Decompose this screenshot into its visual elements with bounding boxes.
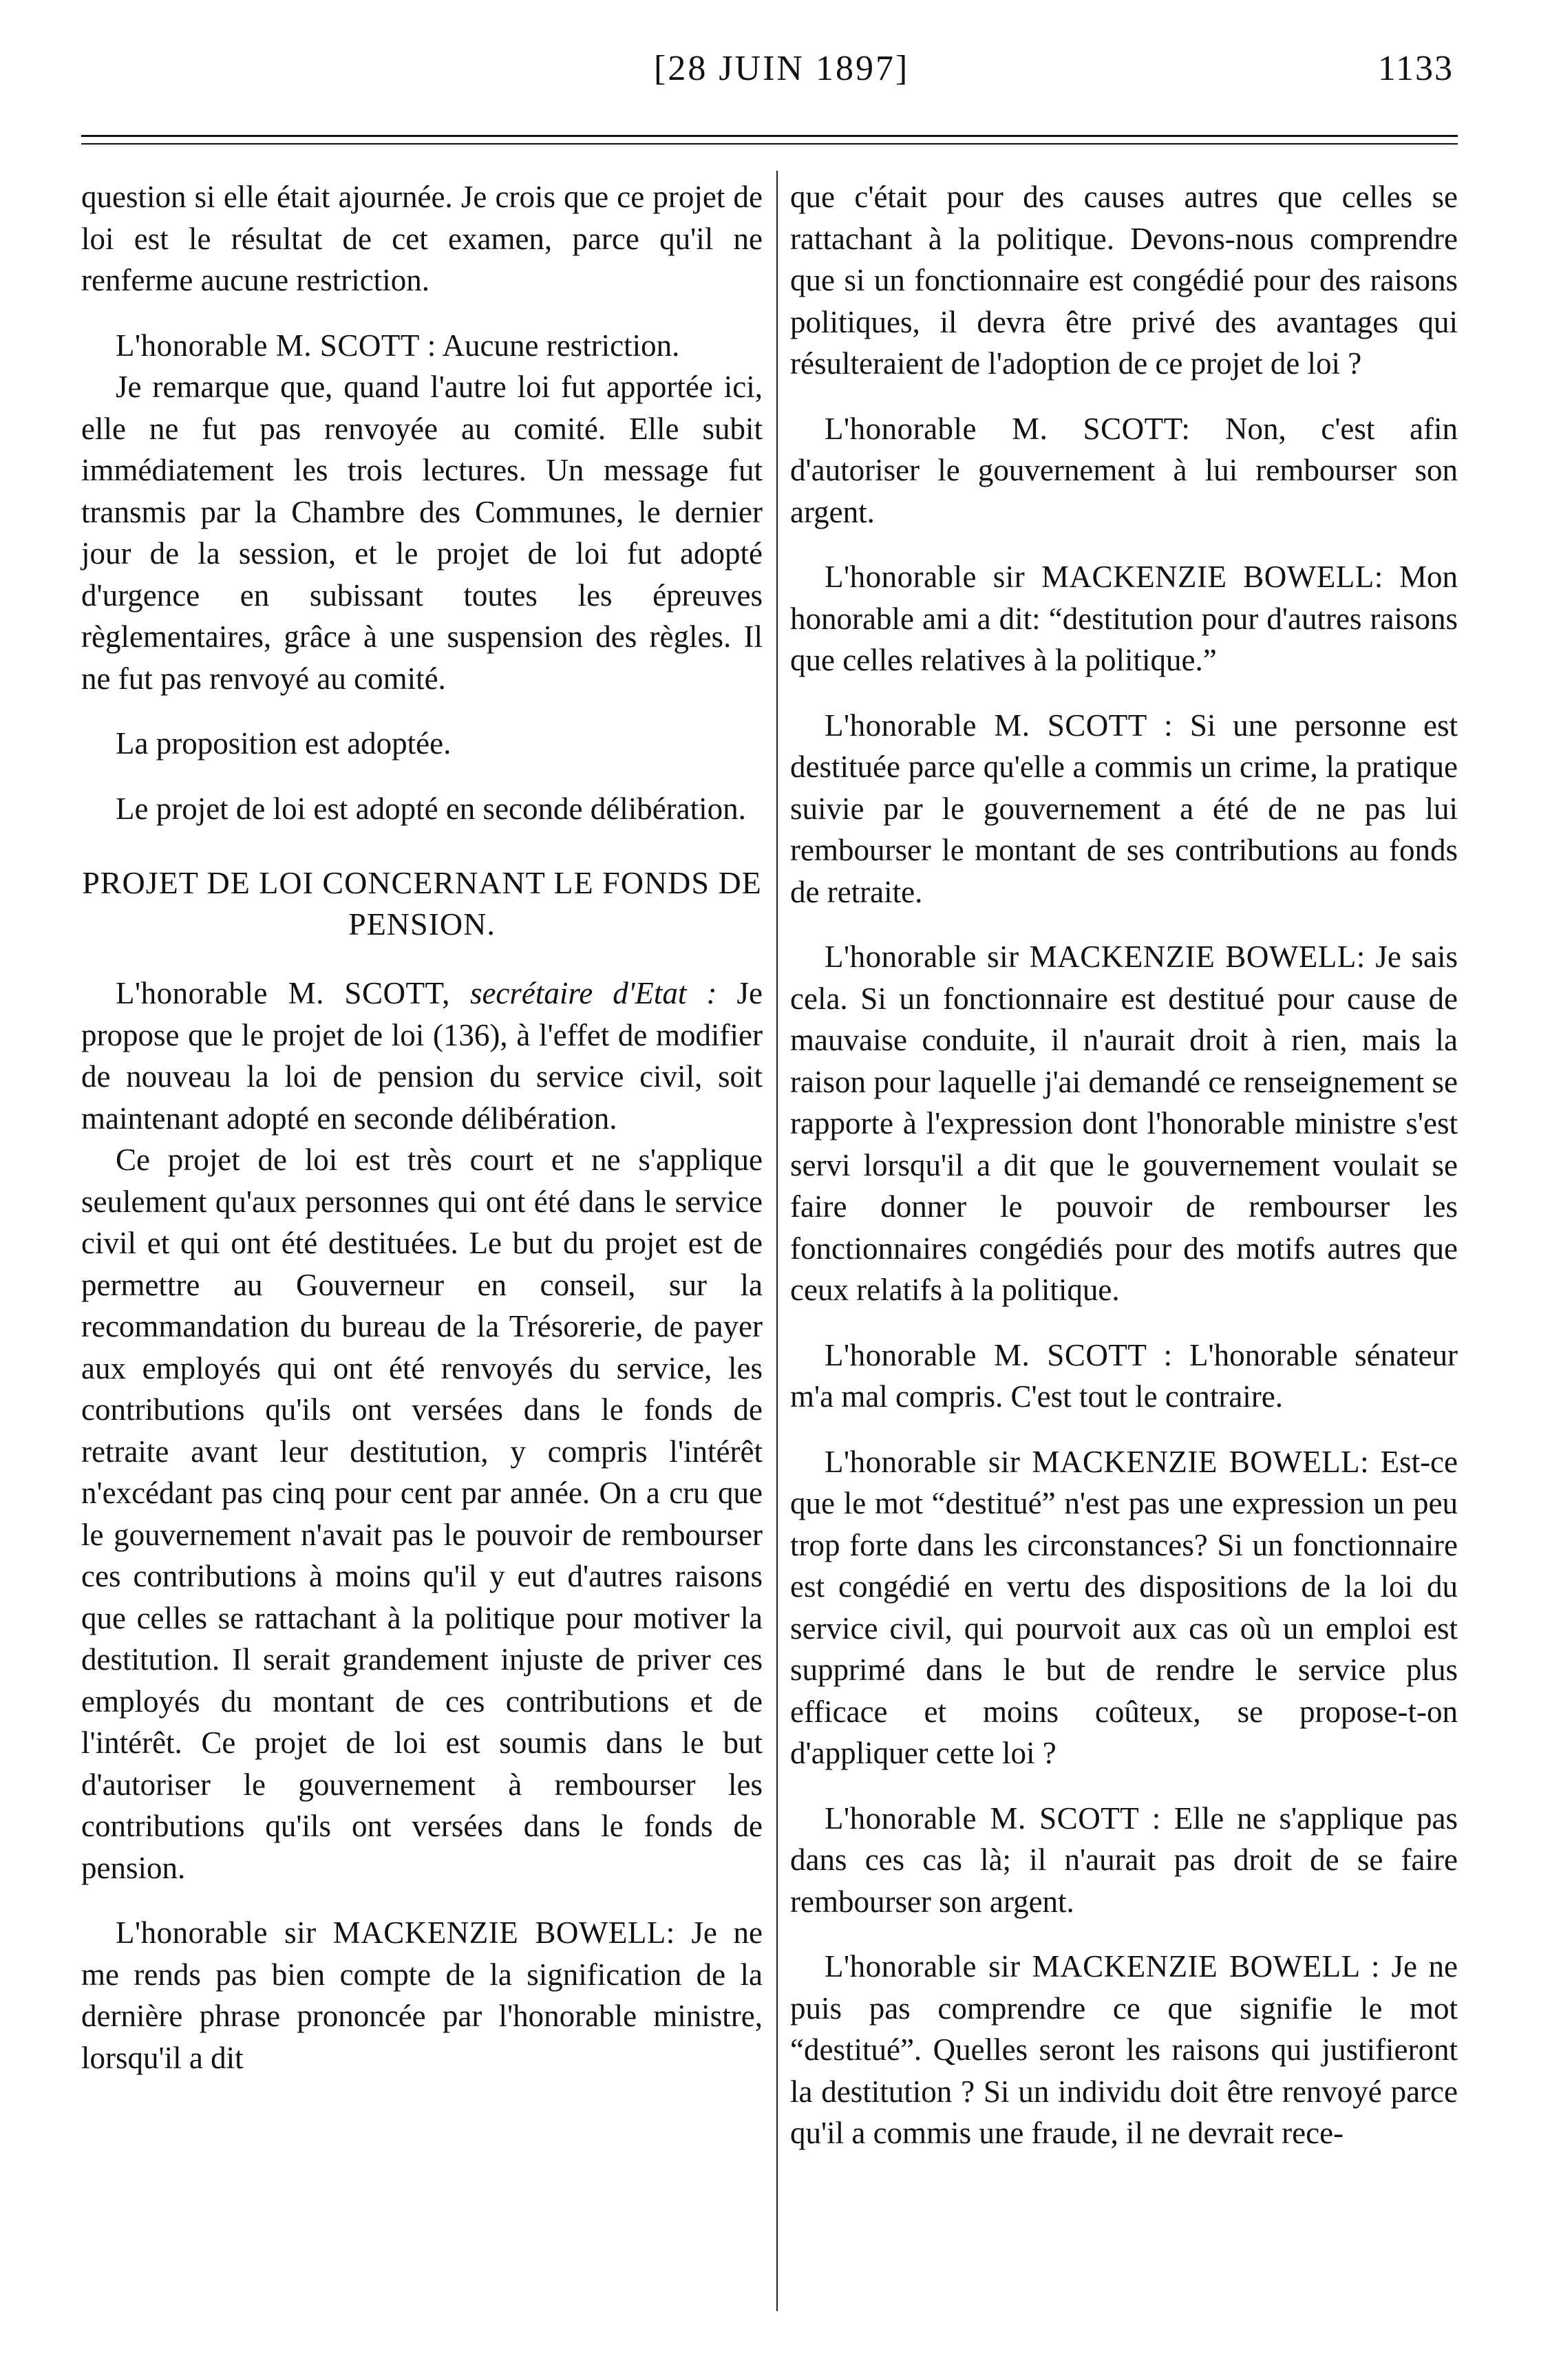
header-rule-secondary [81, 143, 1458, 145]
paragraph: Ce projet de loi est très court et ne s'applique seulement qu'aux personnes qui ont été dans le service civil et qui ont été destituées. Le but du projet est de permettre au Gouverneur en conseil, sur la recommandation du bureau de la Trésorerie, de payer aux employés qui ont été renvoyés du service, les contributions qu'ils ont versées dans le fonds de retraite avant leur destitution, y compris l'intérêt n'excédant pas cinq pour cent par année. On a cru que le gouvernement n'avait pas le pouvoir de rembourser ces contributions à moins qu'il y eut d'autres raisons que celles se rattachant à la politique pour motiver la destitution. Il serait grandement injuste de priver ces employés du montant de ces contributions et de l'intérêt. Ce projet de loi est soumis dans le but d'autoriser le gouvernement à rembourser les contributions qu'ils ont versées dans le fonds de pension. [81, 1143, 763, 1885]
speech-text: Je sais cela. Si un fonctionnaire est destitué pour cause de mauvaise conduite, il n'aurait droit à rien, mais la raison pour laquelle j'ai demandé ce renseignement se rapporte à l'expression dont l'honorable ministre s'est servi lorsqu'il a dit que le gouvernement voulait se faire donner le pouvoir de rembourser les fonctionnaires congédiés pour des motifs autres que ceux relatifs à la politique. [790, 939, 1458, 1307]
paragraph [81, 325, 763, 367]
speech-text: Elle ne s'applique pas dans ces cas là; il n'aurait pas droit de se faire rembourser son argent. [790, 1800, 1458, 1919]
column-divider [776, 171, 778, 2311]
speaker-role: secrétaire d'Etat : [469, 976, 717, 1010]
paragraph [790, 408, 1458, 533]
paragraph: Je remarque que, quand l'autre loi fut apportée ici, elle ne fut pas renvoyée au comité. Elle subit immédiatement les trois lectures. Un message fut transmis par la Chambre des Communes, le dernier jour de la session, et le projet de loi fut adopté d'urgence en subissant toutes les épreuves règlementaires, grâce à une suspension des règles. Il ne fut pas renvoyé au comité. [81, 370, 763, 696]
paragraph [81, 1912, 763, 2079]
paragraph [790, 1946, 1458, 2154]
paragraph [790, 1798, 1458, 1923]
speech-text: Aucune restriction. [442, 328, 680, 363]
paragraph [790, 705, 1458, 913]
speaker-name: L'honorable M. SCOTT : [825, 1337, 1173, 1372]
speaker-name: L'honorable M. SCOTT : [825, 1800, 1161, 1836]
speaker-name: L'honorable M. SCOTT : [116, 328, 436, 363]
paragraph [790, 1335, 1458, 1418]
paragraph: La proposition est adoptée. [116, 726, 452, 761]
left-column [81, 176, 763, 2079]
speaker-name: L'honorable sir MACKENZIE BOWELL: [825, 560, 1383, 594]
paragraph [790, 556, 1458, 681]
header-rule [81, 135, 1458, 137]
speaker-name: L'honorable sir MACKENZIE BOWELL: [825, 1444, 1370, 1479]
paragraph: Le projet de loi est adopté en seconde délibération. [116, 791, 746, 826]
speaker-name: L'honorable sir MACKENZIE BOWELL: [825, 939, 1366, 974]
speaker-name: L'honorable M. SCOTT: [825, 411, 1191, 446]
paragraph: question si elle était ajournée. Je crois que ce projet de loi est le résultat de cet examen, parce qu'il ne renferme aucune restriction. [81, 180, 763, 297]
speech-text: L'honorable sénateur m'a mal compris. C'est tout le contraire. [790, 1337, 1458, 1414]
speech-text: Si une personne est destituée parce qu'elle a commis un crime, la pratique suivie par le gouvernement a été de ne pas lui rembourser le montant de ses contributions au fonds de retraite. [790, 708, 1458, 909]
right-column [790, 176, 1458, 2154]
paragraph [790, 1441, 1458, 1774]
speech-text: Je ne puis pas comprendre ce que signifie le mot “destitué”. Quelles seront les raisons qui justifieront la destitution ? Si un individu doit être renvoyé parce qu'il a commis une fraude, il ne devrait rece- [790, 1949, 1458, 2150]
section-heading: PROJET DE LOI CONCERNANT LE FONDS DE PENSION. [82, 865, 762, 942]
speech-text: Je ne me rends pas bien compte de la signification de la dernière phrase prononcée par l'honorable ministre, lorsqu'il a dit [81, 1915, 763, 2075]
speech-text: Est-ce que le mot “destitué” n'est pas une expression un peu trop forte dans les circonstances? Si un fonctionnaire est congédié en vertu des dispositions de la loi du service civil, qui pourvoit aux cas où un emploi est supprimé dans le but de rendre le service plus efficace et moins coûteux, se propose-t-on d'appliquer cette loi ? [790, 1444, 1458, 1770]
paragraph [790, 936, 1458, 1311]
speaker-name: L'honorable M. SCOTT, [116, 976, 450, 1010]
speaker-name: L'honorable M. SCOTT : [825, 708, 1174, 743]
speech-text: Non, c'est afin d'autoriser le gouvernement à lui rembourser son argent. [790, 411, 1458, 529]
header-date: [28 JUIN 1897] [654, 49, 910, 88]
paragraph [81, 973, 763, 1139]
speech-text: Je propose que le projet de loi (136), à l'effet de modifier de nouveau la loi de pension du service civil, soit maintenant adopté en seconde délibération. [81, 976, 763, 1136]
page-number: 1133 [1377, 49, 1454, 88]
speaker-name: L'honorable sir MACKENZIE BOWELL : [825, 1949, 1380, 1984]
speaker-name: L'honorable sir MACKENZIE BOWELL: [116, 1915, 675, 1950]
speech-text: Mon honorable ami a dit: “destitution pour d'autres raisons que celles relatives à la politique.” [790, 560, 1458, 677]
page-header [0, 43, 1550, 91]
paragraph: que c'était pour des causes autres que celles se rattachant à la politique. Devons-nous comprendre que si un fonctionnaire est congédié pour des raisons politiques, il devra être privé des avantages qui résulteraient de l'adoption de ce projet de loi ? [790, 180, 1458, 381]
